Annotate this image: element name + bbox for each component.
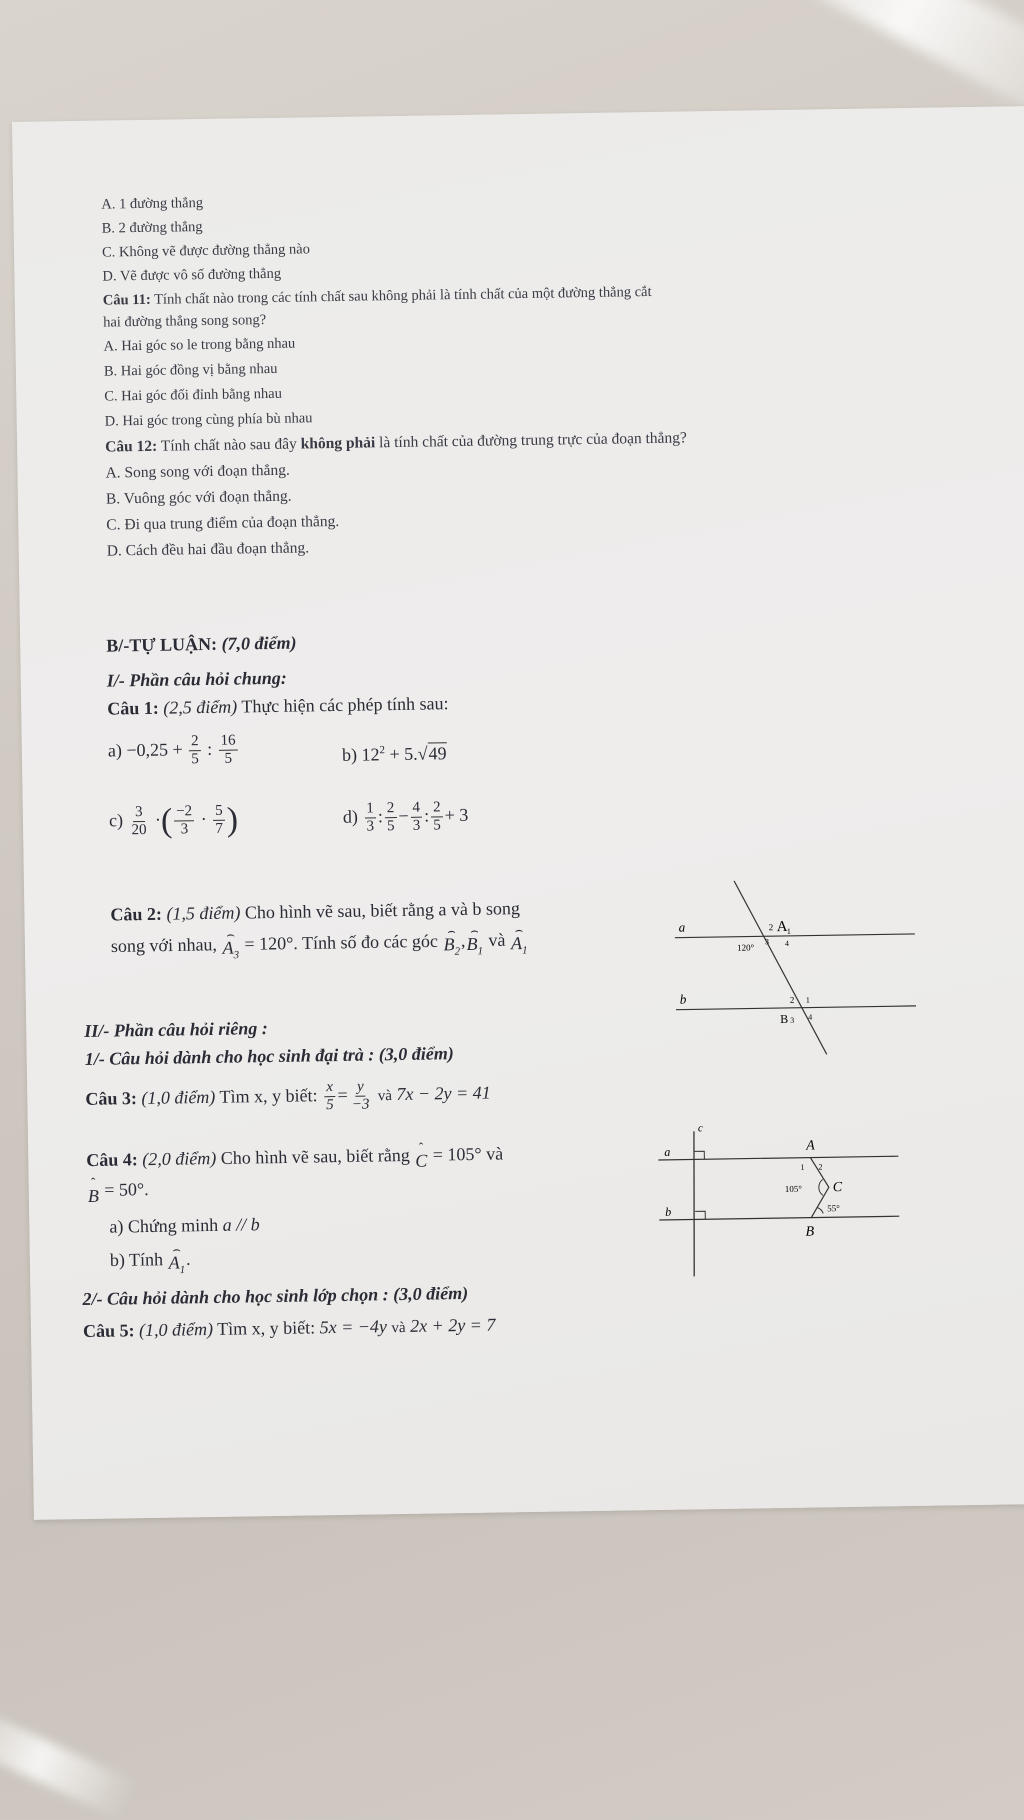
fig1-angle-2: 2	[768, 922, 774, 933]
part2a-title	[85, 1043, 454, 1070]
c5-label: Câu 5:	[82, 1320, 135, 1342]
c3-and: và	[377, 1088, 393, 1105]
c4-line1	[86, 1139, 504, 1175]
c1d-frac1: $\frac{1}{3}$	[366, 800, 375, 835]
c4-points: (2,0 điểm)	[142, 1148, 217, 1170]
c1-points: (2,5 điểm)	[163, 696, 238, 718]
q11-line1	[103, 284, 652, 310]
fig2-label-B: B	[805, 1224, 815, 1240]
q12-option-b: B. Vuông góc với đoạn thẳng.	[105, 487, 292, 508]
line-b-fig2	[659, 1216, 899, 1220]
c3-eq: =	[337, 1084, 348, 1105]
fig1-b-angle-1: 1	[805, 995, 810, 1005]
c2-given: = 120°	[244, 933, 294, 954]
c4-line2	[87, 1174, 149, 1206]
fig2-angle-1: 1	[800, 1162, 805, 1172]
c2-text-2b: . Tính số đo các góc	[293, 930, 439, 954]
c3-line	[85, 1077, 491, 1119]
c1-part-c: c) $\frac{3}{20}$ ·( $\frac{-2}{3}$ · $\frac{5}{7}$ )	[108, 801, 239, 840]
c3-frac-x: $\frac{x}{5}$	[326, 1079, 334, 1114]
q10-option-a: A. 1 đường thẳng	[101, 195, 204, 213]
figure-perpendicular	[648, 1108, 911, 1282]
c1-part-a	[108, 733, 240, 771]
c1-part-d: d) $\frac{1}{3}$ : $\frac{2}{5}$ − $\frac{4}{3}$ : $\frac{2}{5}$ + 3	[342, 799, 469, 835]
c4-part-a	[109, 1214, 260, 1237]
c4-cval: = 105°	[432, 1143, 482, 1165]
angle-b: ˆ B	[87, 1174, 100, 1206]
angle-b2: ⌢ $B_2$	[443, 923, 461, 958]
line-b	[676, 1006, 916, 1010]
c1d-tail: + 3	[444, 804, 469, 826]
c1c-frac3: $\frac{5}{7}$	[215, 802, 224, 838]
line-c	[692, 1131, 696, 1276]
c1c-label: c)	[108, 810, 124, 831]
c1c-frac1: $\frac{3}{20}$	[131, 804, 147, 839]
c2-and: và	[488, 929, 506, 951]
q12-label: Câu 12:	[104, 437, 158, 456]
right-angle-b	[695, 1211, 705, 1219]
c1b-base: 12	[361, 744, 380, 765]
transversal-line	[734, 879, 827, 1055]
part2a-label: 1/- Câu hỏi dành cho học sinh đại trà :	[84, 1044, 375, 1069]
c1d-frac3: $\frac{4}{3}$	[412, 799, 421, 835]
fig1-b-angle-3: 3	[790, 1015, 795, 1025]
c3-eq2: 7x − 2y = 41	[396, 1082, 491, 1104]
q12-option-c: C. Đi qua trung điểm của đoạn thẳng.	[106, 512, 340, 534]
c1b-exp: 2	[379, 744, 386, 757]
c4-bval: = 50°.	[104, 1179, 149, 1200]
part2-title: II/- Phần câu hỏi riêng :	[84, 1018, 268, 1041]
c1c-frac2: $\frac{-2}{3}$	[174, 803, 195, 839]
fig2-label-b: b	[665, 1204, 672, 1219]
c3-frac-y: $\frac{y}{-3}$	[351, 1078, 370, 1114]
q11-option-a: A. Hai góc so le trong bằng nhau	[103, 335, 296, 355]
fig2-label-c: c	[697, 1122, 703, 1135]
c1-part-b	[342, 743, 447, 766]
c1-text: Thực hiện các phép tính sau:	[241, 693, 449, 717]
c2-line1	[110, 898, 520, 925]
c1b-mid: + 5.	[389, 743, 418, 765]
c1b-label: b)	[341, 744, 358, 765]
c1a-pre: −0,25 +	[126, 739, 183, 761]
c2-text-2a: song với nhau,	[110, 934, 218, 956]
fig2-angle-2: 2	[818, 1162, 823, 1172]
angle-c: ˆ C	[415, 1139, 428, 1171]
q12-text-before: Tính chất nào sau đây	[160, 435, 297, 455]
c1d-label: d)	[342, 806, 359, 827]
part1-title: I/- Phần câu hỏi chung:	[106, 667, 287, 691]
label-A: A	[776, 918, 788, 936]
q10-option-d: D. Vẽ được vô số đường thẳng	[102, 265, 282, 285]
label-B: B	[780, 1011, 789, 1027]
c1c-dot: ·	[154, 809, 162, 830]
fig1-b-angle-2: 2	[789, 994, 795, 1005]
q11-label: Câu 11:	[102, 291, 151, 309]
fig2-angle-105: 105°	[784, 1183, 803, 1194]
part2a-points: (3,0 điểm)	[378, 1043, 454, 1065]
arc-105	[819, 1179, 823, 1195]
c4-and: và	[485, 1143, 504, 1164]
q11-line2: hai đường thẳng song song?	[103, 312, 267, 331]
angle-a3: ⌢ $A_3$	[222, 926, 240, 962]
section-b-points: (7,0 điểm)	[221, 632, 297, 654]
q12-option-a: A. Song song với đoạn thẳng.	[105, 461, 290, 482]
part2b-label: 2/- Câu hỏi dành cho học sinh lớp chọn :	[82, 1284, 389, 1310]
q12-option-d: D. Cách đều hai đầu đoạn thẳng.	[106, 539, 310, 560]
c1d-frac4: $\frac{2}{5}$	[432, 799, 441, 834]
c3-points: (1,0 điểm)	[141, 1086, 216, 1108]
q11-option-d: D. Hai góc trong cùng phía bù nhau	[104, 410, 313, 430]
fig1-angle-value: 120°	[736, 942, 755, 953]
c5-eq1: 5x = −4y	[319, 1316, 388, 1338]
c2-line2: song với nhau, ⌢ $A_3$ = 120°. Tính số đo các góc ⌢ $B_2$ , ⌢ $B_1$ và ⌢ $A_1$	[110, 922, 528, 962]
fig2-label-a: a	[664, 1144, 671, 1159]
label-a: a	[678, 919, 686, 935]
c1a-op: :	[207, 738, 213, 759]
c1a-label: a)	[107, 740, 123, 761]
part2b-points: (3,0 điểm)	[393, 1282, 469, 1305]
c1a-frac2: $\frac{16}{5}$	[218, 733, 238, 769]
c1-label: Câu 1:	[107, 697, 159, 719]
c5-eq2: 2x + 2y = 7	[409, 1314, 496, 1336]
q12-text-after: là tính chất của đường trung trực của đoạn thẳng?	[378, 429, 687, 452]
fig1-angle-3: 3	[764, 937, 770, 947]
q11-text-1: Tính chất nào trong các tính chất sau không phải là tính chất của một đường thẳng cắt	[154, 283, 652, 308]
fig2-angle-55: 55°	[827, 1203, 840, 1214]
c1-heading	[107, 693, 449, 719]
c4-text: Cho hình vẽ sau, biết rằng	[220, 1145, 410, 1168]
c2-text-1: Cho hình vẽ sau, biết rằng a và b song	[244, 898, 521, 923]
c4-label: Câu 4:	[86, 1149, 138, 1171]
figure-parallel-lines	[664, 878, 927, 1082]
q11-option-b: B. Hai góc đồng vị bằng nhau	[103, 360, 278, 380]
c4b-text: b) Tính	[109, 1249, 164, 1271]
angle-a1-c4: ⌢ $A_1$	[168, 1241, 186, 1277]
c2-label: Câu 2:	[110, 903, 163, 925]
c2-points: (1,5 điểm)	[166, 902, 241, 924]
c4a-text: a) Chứng minh	[109, 1214, 219, 1237]
q12-line	[105, 429, 687, 456]
fig1-b-angle-4: 4	[808, 1012, 813, 1022]
section-b-label: B/-TỰ LUẬN:	[106, 633, 218, 656]
arc-55	[817, 1207, 823, 1213]
c3-text: Tìm x, y biết:	[219, 1085, 318, 1107]
section-b-title	[106, 633, 297, 657]
c5-points: (1,0 điểm)	[138, 1318, 214, 1341]
exam-paper	[12, 106, 1024, 1520]
c1c-dot-2: ·	[200, 808, 207, 829]
q10-option-c: C. Không vẽ được đường thẳng nào	[101, 241, 311, 261]
c4-part-b: b) Tính ⌢ $A_1$ .	[109, 1241, 191, 1277]
label-A-sub: 1	[786, 926, 791, 936]
c5-line	[83, 1315, 496, 1342]
angle-b1: ⌢ $B_1$	[466, 922, 484, 958]
fig2-label-C: C	[832, 1180, 843, 1196]
angle-a1: ⌢ $A_1$	[510, 922, 528, 957]
fig2-label-A: A	[806, 1138, 815, 1154]
c1b-sqrt: √49	[417, 743, 447, 764]
c5-and: và	[391, 1319, 406, 1337]
q11-option-c: C. Hai góc đối đỉnh bằng nhau	[104, 385, 283, 405]
light-glare-bottom	[0, 1700, 139, 1820]
label-b: b	[679, 991, 687, 1007]
q12-text-bold: không phải	[300, 434, 376, 453]
right-angle-a	[694, 1151, 704, 1159]
q10-option-b: B. 2 đường thẳng	[101, 219, 203, 237]
c5-text: Tìm x, y biết:	[217, 1317, 316, 1339]
c3-label: Câu 3:	[85, 1088, 138, 1109]
c1d-frac2: $\frac{2}{5}$	[386, 800, 395, 835]
c4a-math: a // b	[222, 1214, 260, 1235]
c1a-frac1: $\frac{2}{5}$	[190, 733, 199, 768]
part2b-title	[82, 1283, 468, 1310]
line-a	[675, 934, 915, 938]
fig1-angle-4: 4	[784, 938, 790, 948]
